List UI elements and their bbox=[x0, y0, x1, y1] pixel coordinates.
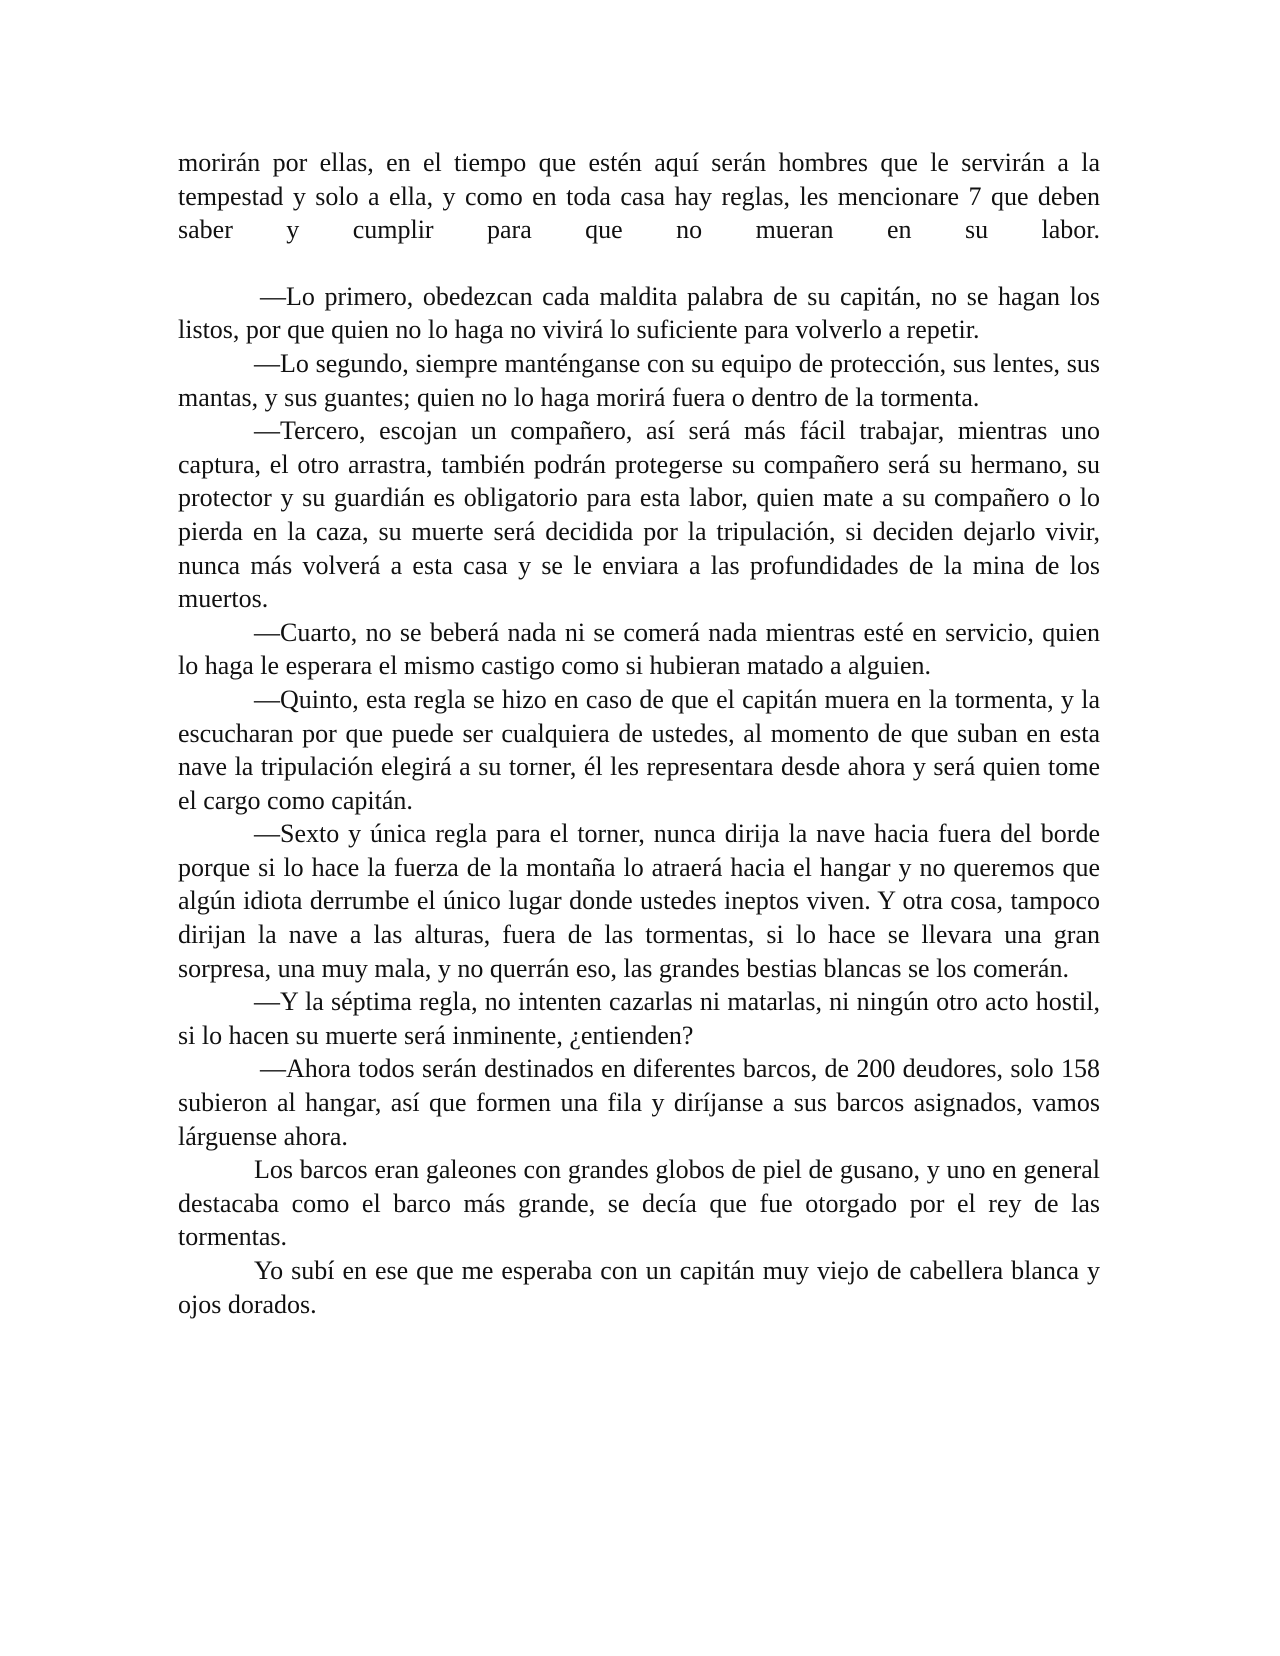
paragraph-ships: Los barcos eran galeones con grandes globos de piel de gusano, y uno en general destacaba como el barco más grande, se decía que fue otorgado por el rey de las tormentas. bbox=[178, 1155, 1100, 1252]
paragraph-continuation: morirán por ellas, en el tiempo que estén aquí serán hombres que le servirán a la tempestad y solo a ella, y como en toda casa hay reglas, les mencionare 7 que deben saber y cumplir para que no mueran en su labor. bbox=[178, 148, 1100, 245]
document-page bbox=[178, 146, 1100, 1321]
paragraph-rule-2: —Lo segundo, siempre manténganse con su equipo de protección, sus lentes, sus mantas, y sus guantes; quien no lo haga morirá fuera o dentro de la tormenta. bbox=[178, 348, 1100, 412]
paragraph-assignment: —Ahora todos serán destinados en diferentes barcos, de 200 deudores, solo 158 subieron al hangar, así que formen una fila y diríjanse a sus barcos asignados, vamos lárguense ahora. bbox=[178, 1054, 1100, 1151]
paragraph-rule-7: —Y la séptima regla, no intenten cazarlas ni matarlas, ni ningún otro acto hostil, si lo hacen su muerte será inminente, ¿entienden? bbox=[178, 987, 1100, 1050]
paragraph-rule-5: —Quinto, esta regla se hizo en caso de que el capitán muera en la tormenta, y la escucharan por que puede ser cualquiera de ustedes, al momento de que suban en esta nave la tripulación elegirá a su torner, él les representara desde ahora y será quien tome el cargo como capitán. bbox=[178, 684, 1100, 815]
paragraph-rule-3: —Tercero, escojan un compañero, así será más fácil trabajar, mientras uno captura, el otro arrastra, también podrán protegerse su compañero será su hermano, su protector y su guardián es obligatorio para esta labor, quien mate a su compañero o lo pierda en la caza, su muerte será decidida por la tripulación, si deciden dejarlo vivir, nunca más volverá a esta casa y se le enviara a las profundidades de la mina de los muertos. bbox=[178, 416, 1100, 614]
paragraph-rule-4: —Cuarto, no se beberá nada ni se comerá nada mientras esté en servicio, quien lo haga le esperara el mismo castigo como si hubieran matado a alguien. bbox=[178, 617, 1100, 681]
paragraph-boarding: Yo subí en ese que me esperaba con un capitán muy viejo de cabellera blanca y ojos dorados. bbox=[178, 1256, 1100, 1319]
paragraph-rule-6: —Sexto y única regla para el torner, nunca dirija la nave hacia fuera del borde porque si lo hace la fuerza de la montaña lo atraerá hacia el hangar y no queremos que algún idiota derrumbe el único lugar donde ustedes ineptos viven. Y otra cosa, tampoco dirijan la nave a las alturas, fuera de las tormentas, si lo hace se llevara una gran sorpresa, una muy mala, y no querrán eso, las grandes bestias blancas se los comerán. bbox=[178, 819, 1100, 983]
paragraph-rule-1: —Lo primero, obedezcan cada maldita palabra de su capitán, no se hagan los listos, por que quien no lo haga no vivirá lo suficiente para volverlo a repetir. bbox=[178, 281, 1100, 345]
